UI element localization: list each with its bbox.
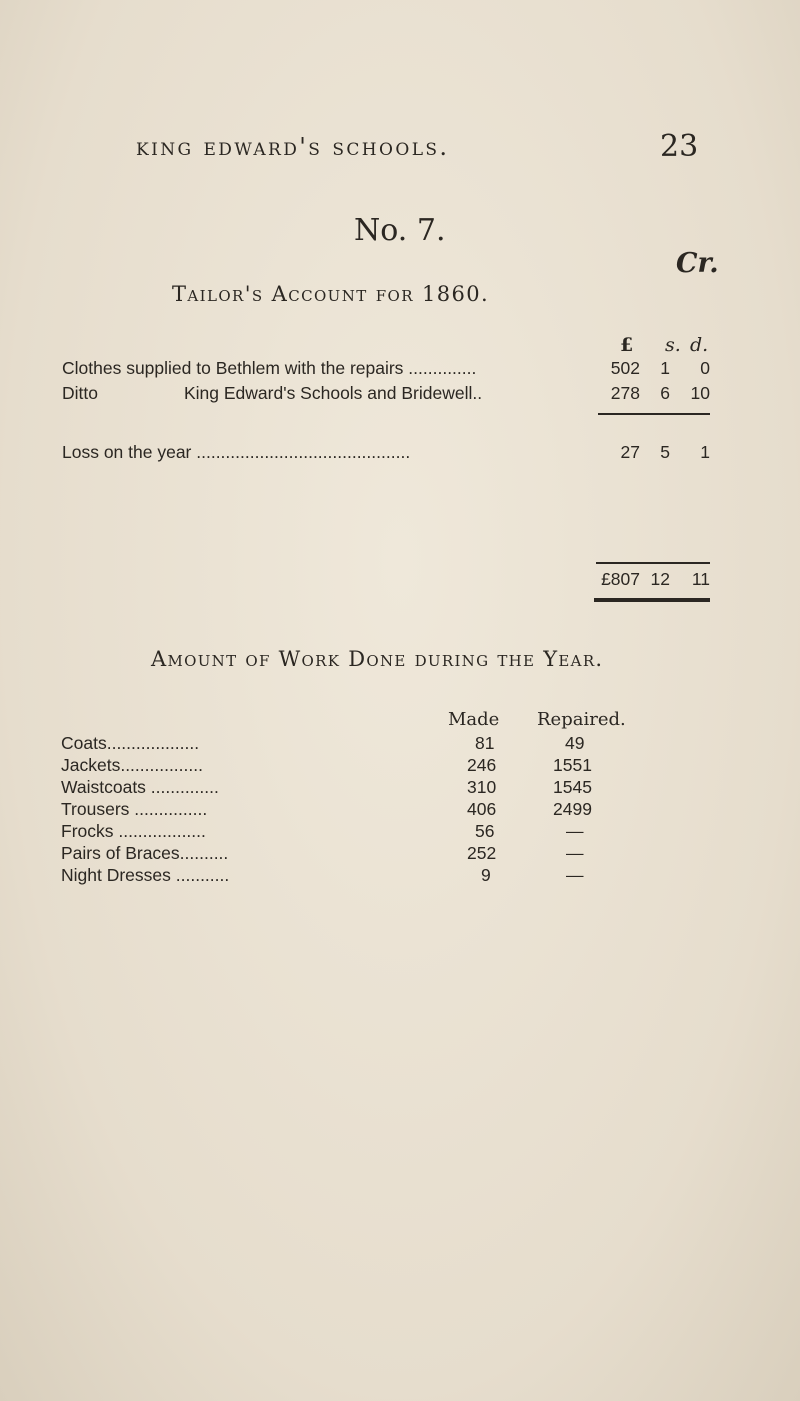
shillings-header: s. (665, 334, 681, 356)
loss-label: Loss on the year ............................................ (62, 442, 411, 462)
account-title: Tailor's Account for 1860. (172, 282, 490, 306)
work-item: Frocks .................. (61, 821, 206, 841)
entry-shillings: 6 (660, 383, 670, 403)
work-made: 310 (467, 777, 497, 797)
loss-shillings: 5 (660, 442, 670, 462)
column-header-repaired: Repaired. (537, 709, 626, 730)
work-item: Trousers ............... (61, 799, 208, 819)
work-item: Coats................... (61, 733, 200, 753)
work-made: 246 (467, 755, 497, 775)
entry-pounds: 278 (610, 383, 640, 403)
total-bottom-rule (594, 598, 710, 602)
credit-label: Cr. (676, 248, 719, 279)
work-item: Jackets................. (61, 755, 203, 775)
total-shillings: 12 (650, 569, 670, 589)
work-item: Pairs of Braces.......... (61, 843, 229, 863)
work-repaired: 1545 (553, 777, 592, 797)
page-number: 23 (660, 129, 699, 164)
pounds-header: £ (620, 334, 634, 356)
entry-pence: 10 (690, 383, 710, 403)
total-top-rule (596, 562, 710, 564)
loss-pounds: 27 (620, 442, 640, 462)
work-repaired: — (566, 821, 584, 841)
column-header-made: Made (448, 709, 500, 730)
subtotal-rule (598, 413, 710, 415)
work-made: 252 (467, 843, 497, 863)
work-repaired: 49 (565, 733, 585, 753)
document-number: No. 7. (354, 213, 446, 248)
entry-label: Clothes supplied to Bethlem with the repairs .............. (62, 358, 477, 378)
entry-detail: King Edward's Schools and Bridewell.. (184, 383, 483, 403)
work-made: 56 (475, 821, 495, 841)
work-made: 81 (475, 733, 495, 753)
total-pounds: £807 (601, 569, 640, 589)
work-made: 406 (467, 799, 497, 819)
work-item: Waistcoats .............. (61, 777, 219, 797)
entry-label: Ditto (62, 383, 98, 403)
work-repaired: 1551 (553, 755, 592, 775)
entry-shillings: 1 (660, 358, 670, 378)
work-made: 9 (481, 865, 491, 885)
running-head: king edward's schools. (136, 133, 450, 161)
work-repaired: — (566, 865, 584, 885)
entry-pence: 0 (700, 358, 710, 378)
pence-header: d. (690, 334, 709, 356)
work-repaired: — (566, 843, 584, 863)
total-pence: 11 (691, 569, 710, 589)
work-title: Amount of Work Done during the Year. (151, 647, 604, 671)
entry-pounds: 502 (610, 358, 640, 378)
loss-pence: 1 (700, 442, 710, 462)
work-repaired: 2499 (553, 799, 592, 819)
work-item: Night Dresses ........... (61, 865, 230, 885)
